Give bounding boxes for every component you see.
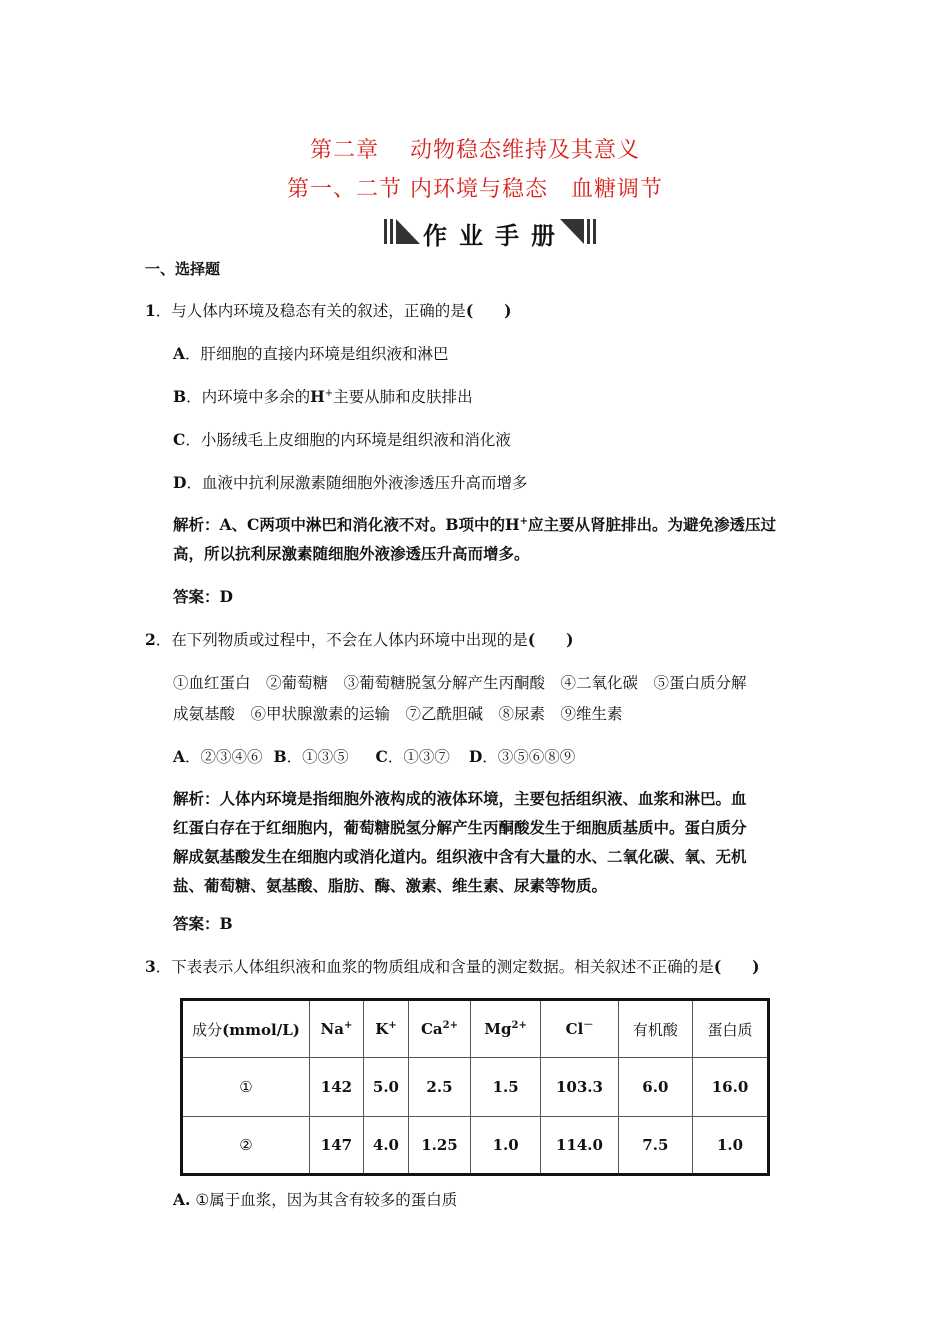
table-cell: 16.0: [693, 1058, 769, 1116]
option-letter: C: [173, 430, 186, 449]
analysis-label: 解析：: [173, 515, 220, 534]
table-header-cell: 有机酸: [618, 1000, 692, 1058]
analysis-text: 人体内环境是指细胞外液构成的液体环境，主要包括组织液、血浆和淋巴。血: [219, 789, 747, 808]
question-2-options: [173, 745, 575, 767]
ion-symbol: Cl: [565, 1020, 584, 1039]
analysis-charge: +: [519, 515, 529, 527]
analysis-line: 红蛋白存在于红细胞内，葡萄糖脱氢分解产生丙酮酸发生于细胞质基质中。蛋白质分: [173, 818, 747, 837]
header-label: 成分: [192, 1020, 223, 1039]
question-number: 2: [145, 630, 156, 649]
table-cell: 6.0: [618, 1058, 692, 1116]
ion-symbol: Mg: [484, 1020, 512, 1039]
question-3-stem: [145, 955, 759, 977]
question-text: ．在下列物质或过程中，不会在人体内环境中出现的是: [155, 631, 528, 649]
section-title: 第一、二节 内环境与稳态 血糖调节: [287, 177, 663, 202]
table-cell: 147: [310, 1116, 364, 1174]
analysis-line: 盐、葡萄糖、氨基酸、脂肪、酶、激素、维生素、尿素等物质。: [173, 876, 608, 895]
option-text: ．小肠绒毛上皮细胞的内环境是组织液和消化液: [185, 431, 511, 449]
ion-charge: +: [388, 1020, 397, 1032]
question-1-option-b: [173, 385, 473, 407]
question-number: 1: [145, 301, 156, 320]
ion-charge: 2+: [442, 1020, 458, 1032]
question-1-option-c: [173, 428, 511, 450]
ion-symbol: Na: [320, 1020, 344, 1039]
option-letter: D: [173, 473, 187, 492]
question-1-option-d: [173, 471, 527, 493]
analysis-label: 解析：: [173, 789, 220, 808]
table-cell: 1.5: [470, 1058, 540, 1116]
table-cell: 7.5: [618, 1116, 692, 1174]
table-header-cell: [310, 1000, 364, 1058]
ion-symbol: Ca: [420, 1020, 443, 1039]
chapter-title: 第二章 动物稳态维持及其意义: [310, 138, 640, 163]
option-letter: D: [468, 747, 483, 766]
analysis-text-a: A、C两项中淋巴和消化液不对。B项中的H: [219, 515, 520, 534]
option-text: ．①③⑤: [286, 748, 349, 766]
question-2-items-line-1: ①血红蛋白 ②葡萄糖 ③葡萄糖脱氢分解产生丙酮酸 ④二氧化碳 ⑤蛋白质分解: [173, 674, 747, 692]
table-cell: 5.0: [363, 1058, 408, 1116]
table-cell: 4.0: [363, 1116, 408, 1174]
question-1-answer: 答案：D: [173, 587, 233, 606]
table-header-cell: [470, 1000, 540, 1058]
homework-banner: [384, 216, 596, 250]
composition-table: [180, 998, 770, 1176]
question-1-option-a: [173, 342, 449, 364]
question-2-items-line-2: 成氨基酸 ⑥甲状腺激素的运输 ⑦乙酰胆碱 ⑧尿素 ⑨维生素: [173, 705, 623, 723]
option-text-after: 主要从肺和皮肤排出: [333, 388, 473, 406]
option-letter: A.: [173, 1190, 191, 1209]
table-cell: 1.0: [693, 1116, 769, 1174]
table-cell: 142: [310, 1058, 364, 1116]
analysis-line: 解成氨基酸发生在细胞内或消化道内。组织液中含有大量的水、二氧化碳、氧、无机: [173, 847, 747, 866]
table-header-cell: 蛋白质: [693, 1000, 769, 1058]
table-header-row: [182, 1000, 769, 1058]
option-text: ．②③④⑥: [185, 748, 263, 766]
table-row-label: ②: [182, 1116, 310, 1174]
table-row: [182, 1116, 769, 1174]
table-header-cell: [541, 1000, 618, 1058]
option-letter: A: [173, 344, 186, 363]
option-text-before: ．内环境中多余的: [186, 388, 311, 406]
question-2-analysis: [173, 784, 807, 900]
banner-right-decoration-icon: [556, 216, 596, 246]
table-row-label: ①: [182, 1058, 310, 1116]
question-2-stem: [145, 628, 573, 650]
banner-text: 作业手册: [423, 222, 567, 250]
option-text: ．③⑤⑥⑧⑨: [482, 748, 576, 766]
question-3-option-a: [173, 1188, 457, 1210]
section-heading: 一、选择题: [145, 260, 221, 278]
option-text: ．①③⑦: [387, 748, 450, 766]
question-1-stem: [145, 299, 511, 321]
chem-charge: +: [324, 387, 334, 399]
ion-charge: －: [583, 1020, 594, 1032]
question-1-analysis: [173, 510, 807, 568]
question-text: ．与人体内环境及稳态有关的叙述，正确的是: [155, 302, 466, 320]
table-header-cell: [408, 1000, 470, 1058]
question-text: ．下表表示人体组织液和血浆的物质组成和含量的测定数据。相关叙述不正确的是: [155, 958, 714, 976]
answer-paren: ( ): [713, 957, 760, 976]
option-letter: C: [375, 747, 388, 766]
question-2-answer: 答案：B: [173, 914, 233, 933]
table-cell: 1.25: [408, 1116, 470, 1174]
table-row: [182, 1058, 769, 1116]
table-header-cell: [363, 1000, 408, 1058]
question-number: 3: [145, 957, 156, 976]
option-text: ①属于血浆，因为其含有较多的蛋白质: [195, 1191, 458, 1209]
analysis-line: [173, 784, 807, 813]
option-text: ．肝细胞的直接内环境是组织液和淋巴: [185, 345, 449, 363]
option-letter: B: [273, 747, 287, 766]
chem-symbol: H: [310, 387, 325, 406]
table-cell: 1.0: [470, 1116, 540, 1174]
option-text: ．血液中抗利尿激素随细胞外液渗透压升高而增多: [186, 474, 528, 492]
ion-charge: 2+: [511, 1020, 527, 1032]
option-letter: A: [173, 747, 186, 766]
table-cell: 114.0: [541, 1116, 618, 1174]
answer-paren: ( ): [465, 301, 512, 320]
option-letter: B: [173, 387, 187, 406]
analysis-text-b: 应主要从肾脏排出。为避免渗透压过高，所以抗利尿激素随细胞外液渗透压升高而增多。: [173, 515, 777, 563]
ion-charge: +: [343, 1020, 353, 1032]
ion-symbol: K: [375, 1020, 389, 1039]
table-header-cell: [182, 1000, 310, 1058]
table-cell: 103.3: [541, 1058, 618, 1116]
header-unit: (mmol/L): [222, 1020, 300, 1039]
table-cell: 2.5: [408, 1058, 470, 1116]
answer-paren: ( ): [527, 630, 574, 649]
